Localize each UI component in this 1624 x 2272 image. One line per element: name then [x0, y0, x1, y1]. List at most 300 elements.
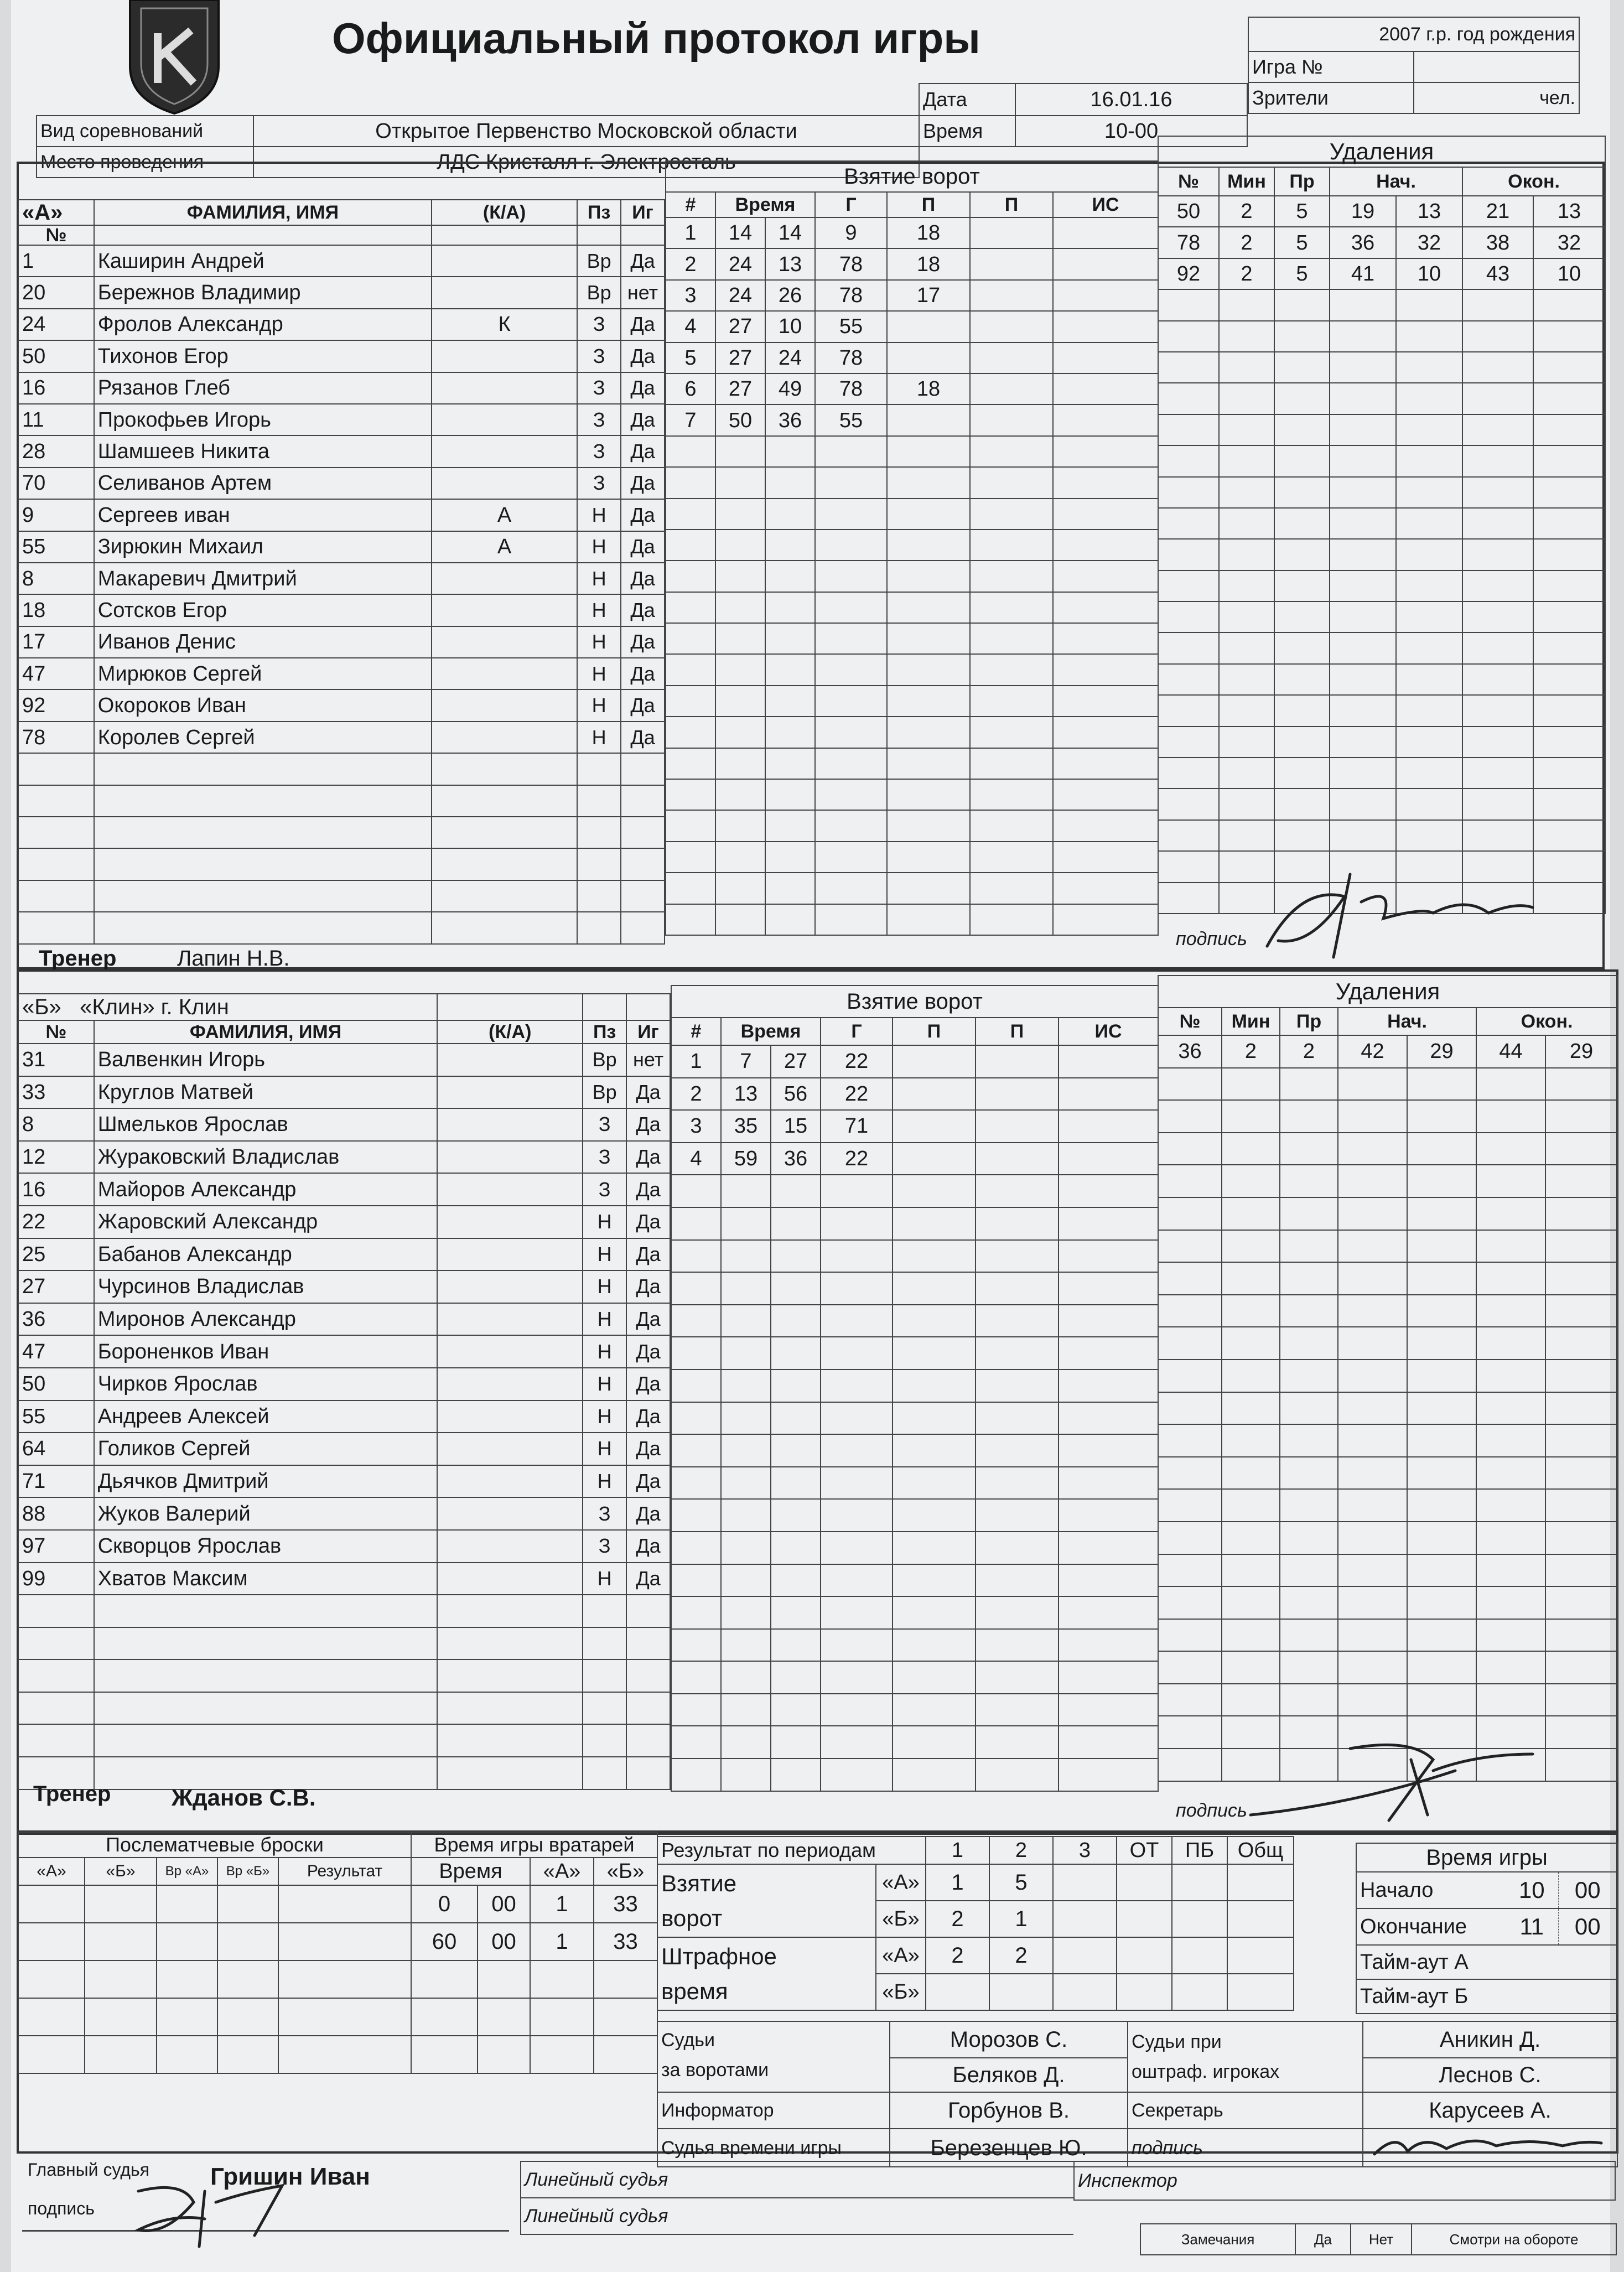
empty-cell	[671, 1305, 721, 1337]
empty-cell	[1219, 758, 1274, 789]
empty-cell	[666, 499, 715, 530]
chief-referee-name: Гришин Иван	[210, 2163, 370, 2190]
player-number: 28	[18, 435, 94, 467]
empty-cell	[1158, 883, 1219, 914]
empty-cell	[1274, 445, 1330, 476]
empty-cell	[715, 810, 765, 841]
empty-row	[1158, 1392, 1617, 1425]
goal-scorer-header: Г	[815, 192, 887, 217]
empty-cell	[893, 1467, 976, 1500]
empty-cell	[1158, 1165, 1222, 1197]
empty-cell	[1219, 820, 1274, 851]
goals-row-label-2: ворот	[661, 1905, 723, 1931]
goal-minute: 24	[715, 280, 765, 311]
empty-cell	[1407, 1262, 1476, 1295]
empty-row	[666, 810, 1158, 841]
team-b-signature-label: подпись	[1176, 1800, 1247, 1821]
pz-header: Пз	[577, 200, 621, 225]
player-row	[18, 1141, 670, 1174]
player-number: 97	[18, 1530, 94, 1563]
goalie-b: 33	[594, 1885, 657, 1923]
situation-header: ИС	[1053, 192, 1158, 217]
empty-cell	[970, 717, 1053, 748]
empty-row	[411, 1998, 657, 2036]
empty-cell	[432, 848, 577, 880]
player-position: Н	[583, 1368, 626, 1400]
period-3-header: 3	[1053, 1837, 1117, 1864]
empty-cell	[1545, 1489, 1617, 1522]
player-name: Рязанов Глеб	[94, 372, 432, 404]
empty-cell	[1158, 758, 1219, 789]
empty-row	[671, 1759, 1158, 1791]
empty-cell	[1545, 1586, 1617, 1619]
player-ka	[437, 1497, 583, 1530]
empty-row	[671, 1240, 1158, 1273]
empty-cell	[887, 873, 970, 904]
player-number: 8	[18, 563, 94, 594]
empty-cell	[1545, 1392, 1617, 1425]
penalty-start-min: 41	[1330, 258, 1396, 289]
empty-cell	[887, 530, 970, 561]
goalie-time-title: Время игры вратарей	[411, 1832, 657, 1858]
empty-row	[1158, 820, 1605, 851]
empty-row	[671, 1207, 1158, 1240]
goal-situation	[1053, 311, 1158, 342]
empty-cell	[1462, 414, 1533, 445]
empty-cell	[1338, 1165, 1407, 1197]
empty-row	[666, 623, 1158, 654]
empty-cell	[1396, 695, 1462, 726]
goal-assist-2	[970, 374, 1053, 404]
goal-second: 13	[765, 248, 815, 279]
player-position: З	[583, 1497, 626, 1530]
player-name: Бережнов Владимир	[94, 277, 432, 308]
empty-cell	[1330, 664, 1396, 695]
penalty-player: 92	[1158, 258, 1219, 289]
empty-cell	[1462, 445, 1533, 476]
empty-cell	[1280, 1392, 1338, 1425]
empty-cell	[1396, 508, 1462, 539]
empty-cell	[1158, 445, 1219, 476]
empty-cell	[1222, 1489, 1280, 1522]
empty-cell	[1545, 1522, 1617, 1554]
player-position: З	[577, 404, 621, 435]
empty-cell	[765, 499, 815, 530]
pen-min-header: Мин	[1219, 167, 1274, 196]
empty-cell	[1338, 1327, 1407, 1360]
empty-row	[666, 842, 1158, 873]
empty-cell	[1274, 789, 1330, 819]
player-number: 50	[18, 1368, 94, 1400]
player-name: Жуков Валерий	[94, 1497, 438, 1530]
empty-cell	[671, 1434, 721, 1467]
empty-cell	[1219, 727, 1274, 758]
empty-cell	[18, 1595, 94, 1627]
player-row	[18, 658, 665, 689]
empty-cell	[1396, 727, 1462, 758]
player-played: Да	[626, 1563, 670, 1595]
empty-cell	[715, 467, 765, 498]
empty-cell	[1533, 445, 1605, 476]
goalie-time-sec: 00	[478, 1923, 530, 1960]
empty-cell	[1533, 383, 1605, 414]
player-number: 17	[18, 626, 94, 658]
player-number: 47	[18, 658, 94, 689]
penalty-reason: 2	[1280, 1035, 1338, 1068]
timeout-b-label: Тайм-аут Б	[1356, 1979, 1617, 2014]
empty-cell	[1407, 1586, 1476, 1619]
goal-second: 14	[765, 217, 815, 248]
empty-cell	[1059, 1305, 1158, 1337]
empty-cell	[1158, 1716, 1222, 1749]
empty-cell	[1330, 695, 1396, 726]
empty-cell	[887, 748, 970, 779]
empty-cell	[1476, 1360, 1545, 1392]
empty-cell	[94, 753, 432, 785]
venue-value: ЛДС Кристалл г. Электросталь	[253, 147, 919, 178]
empty-cell	[1338, 1489, 1407, 1522]
empty-row	[671, 1694, 1158, 1726]
empty-cell	[1407, 1684, 1476, 1716]
empty-cell	[621, 753, 665, 785]
empty-cell	[765, 873, 815, 904]
goal-judge-2: Беляков Д.	[890, 2058, 1128, 2092]
empty-row	[18, 817, 665, 848]
empty-cell	[1059, 1207, 1158, 1240]
empty-cell	[1407, 1360, 1476, 1392]
empty-cell	[1545, 1133, 1617, 1165]
empty-cell	[771, 1337, 821, 1370]
goal-number: 2	[666, 248, 715, 279]
empty-cell	[887, 467, 970, 498]
penalty-end-min: 43	[1462, 258, 1533, 289]
empty-cell	[771, 1532, 821, 1564]
player-ka	[432, 435, 577, 467]
empty-row	[666, 467, 1158, 498]
empty-cell	[621, 912, 665, 943]
empty-cell	[1059, 1370, 1158, 1402]
player-number: 64	[18, 1433, 94, 1465]
empty-cell	[1396, 352, 1462, 383]
empty-cell	[1476, 1262, 1545, 1295]
player-position: Н	[583, 1303, 626, 1336]
empty-cell	[1407, 1133, 1476, 1165]
player-number: 22	[18, 1206, 94, 1238]
player-name: Круглов Матвей	[94, 1076, 438, 1109]
secretary-signature-label: подпись	[1128, 2129, 1363, 2167]
empty-row	[666, 717, 1158, 748]
empty-row	[1158, 383, 1605, 414]
team-b-roster	[18, 993, 671, 1790]
empty-cell	[976, 1207, 1059, 1240]
empty-cell	[1280, 1165, 1338, 1197]
empty-cell	[1280, 1619, 1338, 1652]
empty-cell	[1545, 1749, 1617, 1781]
empty-cell	[815, 686, 887, 717]
empty-cell	[1059, 1694, 1158, 1726]
empty-cell	[1330, 758, 1396, 789]
empty-cell	[1330, 789, 1396, 819]
empty-cell	[771, 1207, 821, 1240]
penalty-start-min: 19	[1330, 196, 1396, 227]
empty-cell	[715, 873, 765, 904]
empty-cell	[666, 904, 715, 935]
empty-row	[671, 1661, 1158, 1694]
player-number: 36	[18, 1303, 94, 1336]
empty-cell	[1533, 883, 1605, 914]
empty-cell	[1222, 1392, 1280, 1425]
penalty-start-sec: 29	[1407, 1035, 1476, 1068]
empty-cell	[815, 623, 887, 654]
empty-cell	[1338, 1554, 1407, 1587]
empty-cell	[666, 654, 715, 685]
empty-cell	[887, 623, 970, 654]
goal-assist-1: 17	[887, 280, 970, 311]
empty-cell	[1059, 1175, 1158, 1207]
empty-row	[1158, 539, 1605, 570]
remarks-no[interactable]: Нет	[1351, 2224, 1412, 2255]
player-name: Бабанов Александр	[94, 1238, 438, 1271]
team-b-goals	[671, 985, 1159, 1792]
empty-cell	[715, 561, 765, 592]
goal-second: 49	[765, 374, 815, 404]
empty-cell	[671, 1694, 721, 1726]
empty-cell	[1219, 664, 1274, 695]
player-name: Макаревич Дмитрий	[94, 563, 432, 594]
empty-cell	[1462, 477, 1533, 508]
empty-cell	[94, 1692, 438, 1725]
empty-cell	[815, 561, 887, 592]
empty-row	[18, 848, 665, 880]
secretary-label: Секретарь	[1128, 2092, 1363, 2129]
empty-cell	[18, 1627, 94, 1660]
empty-cell	[1222, 1100, 1280, 1133]
team-b-penalties	[1158, 975, 1618, 1782]
empty-cell	[94, 1595, 438, 1627]
empty-cell	[626, 1627, 670, 1660]
empty-cell	[893, 1370, 976, 1402]
empty-cell	[666, 623, 715, 654]
pen-reason-header: Пр	[1274, 167, 1330, 196]
empty-row	[671, 1402, 1158, 1435]
empty-cell	[976, 1564, 1059, 1597]
empty-cell	[893, 1434, 976, 1467]
empty-cell	[887, 904, 970, 935]
empty-cell	[765, 842, 815, 873]
empty-cell	[666, 592, 715, 623]
ig-header: Иг	[621, 200, 665, 225]
goalie-time-col-a: «А»	[530, 1858, 594, 1885]
empty-cell	[94, 912, 432, 943]
empty-cell	[821, 1596, 893, 1629]
empty-cell	[821, 1467, 893, 1500]
empty-row	[666, 779, 1158, 810]
empty-cell	[1059, 1629, 1158, 1662]
player-ka	[432, 563, 577, 594]
empty-cell	[1330, 383, 1396, 414]
empty-cell	[432, 817, 577, 848]
empty-cell	[671, 1337, 721, 1370]
empty-cell	[1330, 820, 1396, 851]
empty-cell	[671, 1272, 721, 1305]
no-header-b: №	[18, 1020, 94, 1044]
empty-cell	[671, 1596, 721, 1629]
empty-cell	[721, 1207, 771, 1240]
empty-cell	[1222, 1133, 1280, 1165]
player-position: Н	[583, 1400, 626, 1433]
empty-cell	[1330, 445, 1396, 476]
empty-cell	[765, 467, 815, 498]
goal-scorer: 78	[815, 248, 887, 279]
empty-cell	[1545, 1262, 1617, 1295]
empty-cell	[815, 717, 887, 748]
empty-cell	[432, 785, 577, 817]
empty-row	[671, 1337, 1158, 1370]
empty-cell	[1396, 477, 1462, 508]
empty-cell	[1462, 508, 1533, 539]
empty-cell	[1533, 727, 1605, 758]
goalie-time-sec: 00	[478, 1885, 530, 1923]
empty-cell	[893, 1240, 976, 1273]
empty-cell	[1462, 352, 1533, 383]
empty-cell	[1407, 1619, 1476, 1652]
empty-cell	[1280, 1489, 1338, 1522]
chief-referee-signature	[116, 2169, 304, 2252]
empty-cell	[970, 810, 1053, 841]
empty-cell	[1338, 1100, 1407, 1133]
goal-assist-2	[976, 1143, 1059, 1175]
game-no-value[interactable]	[1414, 51, 1579, 82]
team-a-penalties	[1158, 136, 1606, 914]
player-ka	[437, 1335, 583, 1368]
empty-row	[1158, 1586, 1617, 1619]
empty-cell	[721, 1272, 771, 1305]
empty-cell	[1053, 748, 1158, 779]
player-number: 33	[18, 1076, 94, 1109]
goal-situation	[1059, 1143, 1158, 1175]
empty-cell	[765, 623, 815, 654]
player-row	[18, 1076, 670, 1109]
pen-start-header-b: Нач.	[1338, 1008, 1476, 1035]
goal-assist-2	[970, 248, 1053, 279]
player-played: нет	[626, 1044, 670, 1076]
empty-cell	[18, 1724, 94, 1757]
empty-cell	[1533, 695, 1605, 726]
empty-cell	[583, 1692, 626, 1725]
goal-number: 1	[671, 1045, 721, 1078]
player-number: 55	[18, 531, 94, 563]
shootout-col-a: «А»	[18, 1858, 85, 1885]
inspector-label: Инспектор	[1074, 2161, 1615, 2200]
empty-cell	[1462, 820, 1533, 851]
player-row	[18, 435, 665, 467]
linesman-2-label: Линейный судья	[521, 2198, 1073, 2234]
empty-row	[671, 1596, 1158, 1629]
pen-team-a-label: «А»	[876, 1937, 926, 1974]
assist1-header: П	[887, 192, 970, 217]
empty-cell	[715, 842, 765, 873]
empty-cell	[887, 592, 970, 623]
empty-row	[1158, 1133, 1617, 1165]
empty-cell	[815, 499, 887, 530]
empty-cell	[1219, 477, 1274, 508]
goal-situation	[1059, 1078, 1158, 1111]
empty-cell	[1280, 1327, 1338, 1360]
goal-second: 10	[765, 311, 815, 342]
empty-cell	[1476, 1457, 1545, 1490]
empty-row	[1158, 1522, 1617, 1554]
player-row	[18, 1335, 670, 1368]
player-position: Н	[577, 626, 621, 658]
empty-row	[1158, 1165, 1617, 1197]
secretary-signature-mark	[1363, 2129, 1607, 2162]
empty-cell	[1533, 789, 1605, 819]
empty-cell	[1274, 352, 1330, 383]
player-ka	[437, 1270, 583, 1303]
empty-cell	[1280, 1262, 1338, 1295]
empty-cell	[1274, 414, 1330, 445]
empty-cell	[1059, 1272, 1158, 1305]
goal-assist-2	[970, 404, 1053, 435]
empty-cell	[1053, 623, 1158, 654]
player-row	[18, 594, 665, 626]
player-played: нет	[621, 277, 665, 308]
empty-row	[666, 530, 1158, 561]
player-row	[18, 563, 665, 594]
empty-row	[1158, 570, 1605, 601]
remarks-yes[interactable]: Да	[1295, 2224, 1351, 2255]
empty-row	[18, 785, 665, 817]
goal-scorer: 78	[815, 343, 887, 374]
empty-cell	[583, 1724, 626, 1757]
goal-scorer: 78	[815, 374, 887, 404]
empty-cell	[1280, 1133, 1338, 1165]
empty-cell	[1462, 664, 1533, 695]
empty-cell	[976, 1726, 1059, 1759]
empty-cell	[1158, 1684, 1222, 1716]
empty-row	[1158, 1262, 1617, 1295]
player-ka	[432, 722, 577, 753]
player-ka	[432, 468, 577, 499]
player-name: Андреев Алексей	[94, 1400, 438, 1433]
empty-row	[1158, 414, 1605, 445]
player-played: Да	[621, 658, 665, 689]
empty-cell	[1158, 1295, 1222, 1327]
empty-cell	[1476, 1554, 1545, 1587]
empty-cell	[1274, 539, 1330, 570]
empty-cell	[1222, 1197, 1280, 1230]
empty-cell	[1338, 1068, 1407, 1101]
empty-cell	[1476, 1230, 1545, 1263]
empty-cell	[1219, 383, 1274, 414]
goals-title-b: Взятие ворот	[671, 985, 1158, 1018]
empty-cell	[1533, 851, 1605, 882]
empty-cell	[771, 1402, 821, 1435]
player-name: Каширин Андрей	[94, 245, 432, 277]
player-name: Жураковский Владислав	[94, 1141, 438, 1174]
player-played: Да	[626, 1433, 670, 1465]
empty-row	[671, 1305, 1158, 1337]
player-name: Мирюков Сергей	[94, 658, 432, 689]
player-row	[18, 1400, 670, 1433]
goal-assist-2	[976, 1045, 1059, 1078]
team-a-label: «А»	[18, 200, 94, 225]
empty-cell	[821, 1272, 893, 1305]
player-ka	[437, 1108, 583, 1141]
empty-cell	[970, 748, 1053, 779]
empty-cell	[1407, 1392, 1476, 1425]
empty-cell	[821, 1175, 893, 1207]
